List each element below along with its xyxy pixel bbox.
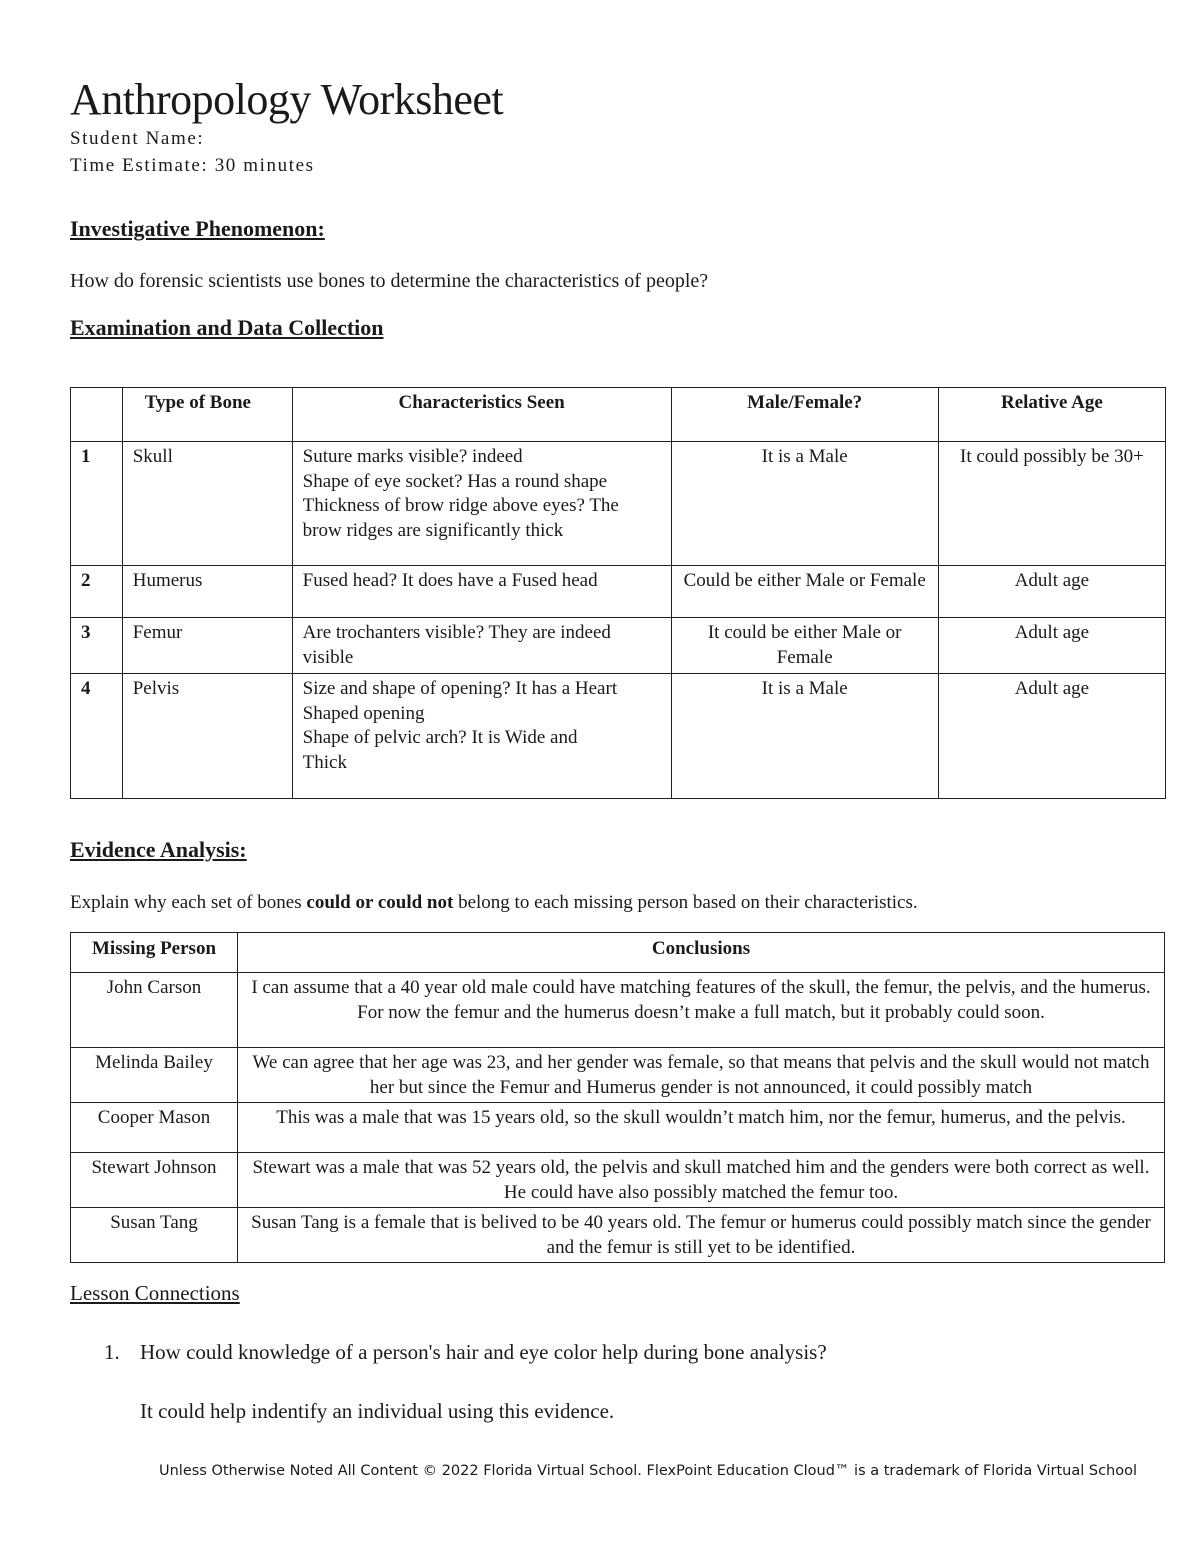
evidence-instruction bbox=[70, 890, 918, 916]
age-cell: Adult age bbox=[938, 566, 1165, 618]
characteristic-line: Shape of pelvic arch? It is Wide and bbox=[302, 727, 578, 748]
column-header-characteristics: Characteristics Seen bbox=[292, 388, 671, 442]
characteristics-cell bbox=[292, 618, 671, 674]
time-estimate: Time Estimate: 30 minutes bbox=[70, 155, 315, 176]
table-header-row bbox=[71, 933, 1165, 973]
instruction-text: belong to each missing person based on their characteristics. bbox=[453, 892, 918, 913]
examination-heading: Examination and Data Collection bbox=[70, 315, 384, 340]
instruction-text: Explain why each set of bones bbox=[70, 892, 307, 913]
column-header-conclusions: Conclusions bbox=[238, 933, 1165, 973]
characteristic-line: Thick bbox=[302, 751, 347, 773]
characteristics-cell bbox=[292, 442, 671, 566]
bone-examination-table bbox=[70, 387, 1166, 799]
lesson-connections-heading: Lesson Connections bbox=[70, 1281, 240, 1305]
conclusion-text: We can agree that her age was 23, and her gender was female, so that means that pelvis and the skull would not match her but since the Femur and Humerus gender is not announced, it could possibly match bbox=[238, 1048, 1165, 1103]
student-name-label: Student Name: bbox=[70, 128, 205, 149]
lesson-question: How could knowledge of a person's hair and eye color help during bone analysis? bbox=[140, 1340, 827, 1364]
row-number: 3 bbox=[71, 618, 123, 674]
person-name: Cooper Mason bbox=[71, 1103, 238, 1153]
characteristics-cell bbox=[292, 674, 671, 799]
conclusion-text: I can assume that a 40 year old male could have matching features of the skull, the femur, the pelvis, and the humerus. For now the femur and the humerus doesn’t make a full match, but it probably could soon. bbox=[238, 973, 1165, 1048]
instruction-emphasis: could or could not bbox=[306, 892, 454, 913]
missing-person-table bbox=[70, 932, 1165, 1263]
bone-type: Femur bbox=[122, 618, 292, 674]
lesson-answer: It could help indentify an individual using this evidence. bbox=[140, 1399, 615, 1423]
table-row bbox=[71, 618, 1166, 674]
sex-cell: It is a Male bbox=[671, 674, 938, 799]
table-row bbox=[71, 1048, 1165, 1103]
column-header-sex: Male/Female? bbox=[671, 388, 938, 442]
characteristic-line: Thickness of brow ridge above eyes? The bbox=[302, 495, 619, 516]
column-header-number bbox=[71, 388, 123, 442]
characteristic-line: Are trochanters visible? They are indeed bbox=[302, 622, 611, 643]
bone-type: Skull bbox=[122, 442, 292, 566]
row-number: 4 bbox=[71, 674, 123, 799]
age-cell: Adult age bbox=[938, 674, 1165, 799]
table-row bbox=[71, 674, 1166, 799]
sex-cell: It could be either Male or Female bbox=[671, 618, 938, 674]
characteristic-line: Fused head? It does have a Fused head bbox=[302, 570, 598, 591]
characteristic-line: Shape of eye socket? Has a round shape bbox=[302, 470, 608, 492]
person-name: Stewart Johnson bbox=[71, 1153, 238, 1208]
table-row bbox=[71, 1103, 1165, 1153]
footer-text: Unless Otherwise Noted All Content © 2022 Florida Virtual School. FlexPoint Education Cloud™ is a trademark of Florida Virtual School bbox=[158, 1463, 1138, 1479]
row-number: 1 bbox=[71, 442, 123, 566]
characteristic-line: visible bbox=[302, 646, 354, 668]
age-cell: It could possibly be 30+ bbox=[938, 442, 1165, 566]
table-row bbox=[71, 566, 1166, 618]
phenomenon-heading: Investigative Phenomenon: bbox=[70, 216, 325, 241]
bone-type: Humerus bbox=[122, 566, 292, 618]
copyright-footer bbox=[0, 1461, 1200, 1481]
phenomenon-question: How do forensic scientists use bones to determine the characteristics of people? bbox=[70, 270, 709, 292]
person-name: John Carson bbox=[71, 973, 238, 1048]
characteristic-line: Suture marks visible? indeed bbox=[302, 446, 523, 467]
question-number: 1. bbox=[104, 1340, 120, 1364]
table-row bbox=[71, 973, 1165, 1048]
sex-cell: It is a Male bbox=[671, 442, 938, 566]
column-header-age: Relative Age bbox=[938, 388, 1165, 442]
sex-cell: Could be either Male or Female bbox=[671, 566, 938, 618]
table-row bbox=[71, 442, 1166, 566]
conclusion-text: This was a male that was 15 years old, so the skull wouldn’t match him, nor the femur, humerus, and the pelvis. bbox=[238, 1103, 1165, 1153]
characteristics-cell bbox=[292, 566, 671, 618]
column-header-person: Missing Person bbox=[71, 933, 238, 973]
characteristic-line: brow ridges are significantly thick bbox=[302, 519, 564, 541]
person-name: Melinda Bailey bbox=[71, 1048, 238, 1103]
characteristic-line: Shaped opening bbox=[302, 702, 425, 724]
column-header-type: Type of Bone bbox=[122, 388, 292, 442]
bone-type: Pelvis bbox=[122, 674, 292, 799]
evidence-heading: Evidence Analysis: bbox=[70, 837, 247, 862]
table-header-row bbox=[71, 388, 1166, 442]
table-row bbox=[71, 1208, 1165, 1263]
row-number: 2 bbox=[71, 566, 123, 618]
age-cell: Adult age bbox=[938, 618, 1165, 674]
table-row bbox=[71, 1153, 1165, 1208]
conclusion-text: Stewart was a male that was 52 years old, the pelvis and skull matched him and the genders were both correct as well. He could have also possibly matched the femur too. bbox=[238, 1153, 1165, 1208]
characteristic-line: Size and shape of opening? It has a Heart bbox=[302, 678, 618, 699]
conclusion-text: Susan Tang is a female that is belived to be 40 years old. The femur or humerus could possibly match since the gender and the femur is still yet to be identified. bbox=[238, 1208, 1165, 1263]
page-title: Anthropology Worksheet bbox=[70, 75, 504, 124]
person-name: Susan Tang bbox=[71, 1208, 238, 1263]
